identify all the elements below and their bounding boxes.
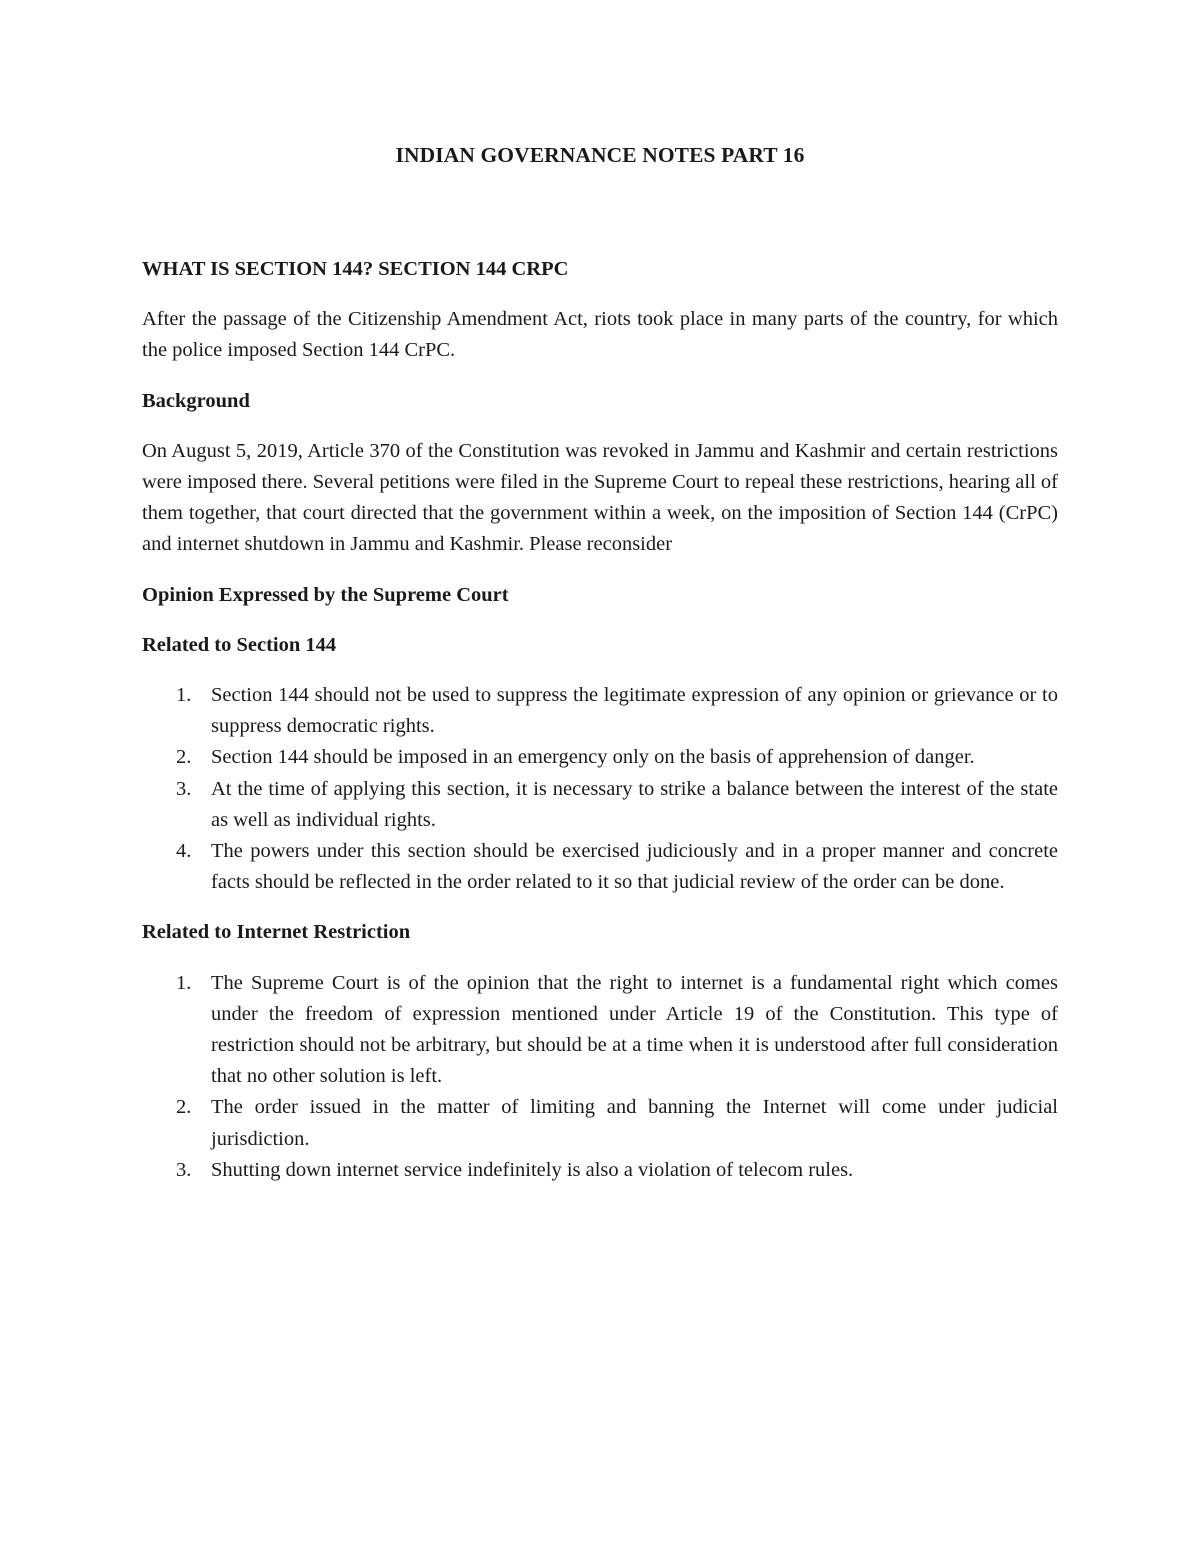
section144-list — [142, 680, 1058, 898]
list-item — [142, 1092, 1058, 1154]
list-item-text: Section 144 should not be used to suppress the legitimate expression of any opinion or grievance or to suppress democratic rights. — [211, 684, 1058, 738]
list-number: 3. — [176, 777, 192, 800]
list-number: 4. — [176, 840, 192, 863]
document-title: INDIAN GOVERNANCE NOTES PART 16 — [395, 143, 805, 167]
document-body — [142, 254, 1058, 1205]
list-number: 2. — [176, 746, 192, 769]
list-number: 1. — [176, 684, 192, 707]
internet-heading: Related to Internet Restriction — [142, 921, 411, 944]
list-item — [142, 774, 1058, 836]
list-item — [142, 968, 1058, 1093]
opinion-heading: Opinion Expressed by the Supreme Court — [142, 583, 509, 606]
list-item-text: Section 144 should be imposed in an emergency only on the basis of apprehension of danger. — [211, 746, 975, 769]
intro-paragraph: After the passage of the Citizenship Amendment Act, riots took place in many parts of the country, for which the police imposed Section 144 CrPC. — [142, 308, 1058, 362]
list-number: 1. — [176, 971, 192, 994]
section-heading: WHAT IS SECTION 144? SECTION 144 CRPC — [142, 258, 569, 280]
background-heading: Background — [142, 389, 250, 412]
section144-heading: Related to Section 144 — [142, 633, 337, 656]
list-item-text: The order issued in the matter of limiting and banning the Internet will come under judicial jurisdiction. — [211, 1096, 1058, 1150]
background-paragraph: On August 5, 2019, Article 370 of the Constitution was revoked in Jammu and Kashmir and certain restrictions were imposed there. Several petitions were filed in the Supreme Court to repeal these restrictions, hearing all of them together, that court directed that the government within a week, on the imposition of Section 144 (CrPC) and internet shutdown in Jammu and Kashmir. Please reconsider — [142, 439, 1058, 556]
list-item-text: The powers under this section should be exercised judiciously and in a proper manner and concrete facts should be reflected in the order related to it so that judicial review of the order can be done. — [211, 840, 1058, 894]
list-item — [142, 742, 1058, 773]
list-number: 3. — [176, 1158, 192, 1181]
list-item — [142, 836, 1058, 898]
list-number: 2. — [176, 1096, 192, 1119]
list-item-text: Shutting down internet service indefinitely is also a violation of telecom rules. — [211, 1158, 854, 1181]
list-item-text: The Supreme Court is of the opinion that the right to internet is a fundamental right which comes under the freedom of expression mentioned under Article 19 of the Constitution. This type of restriction should not be arbitrary, but should be at a time when it is understood after full consideration that no other solution is left. — [211, 971, 1058, 1088]
internet-list — [142, 968, 1058, 1186]
list-item — [142, 1155, 1058, 1186]
list-item-text: At the time of applying this section, it is necessary to strike a balance between the interest of the state as well as individual rights. — [211, 777, 1058, 831]
list-item — [142, 680, 1058, 742]
